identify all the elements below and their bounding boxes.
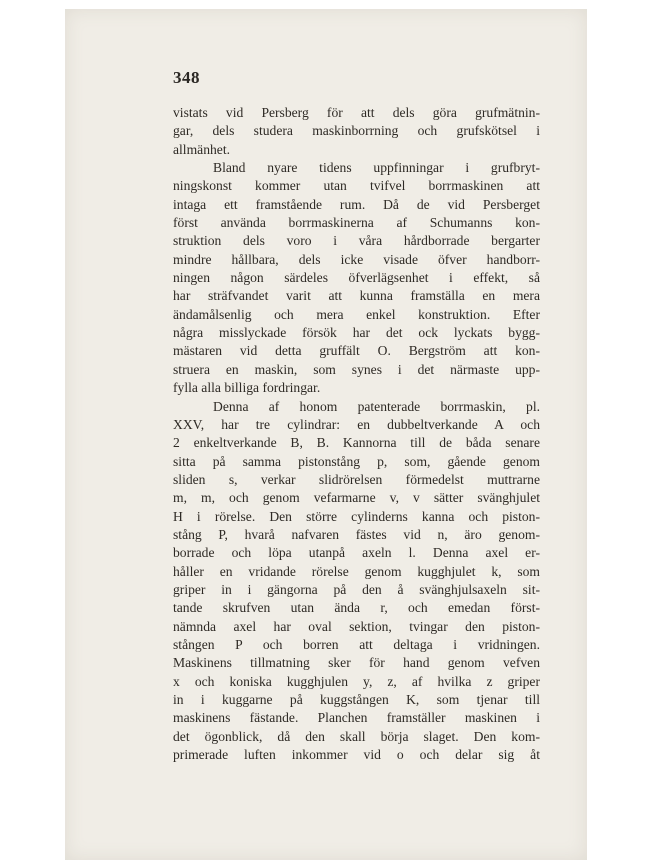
text-line: Bland nyare tidens uppfinningar i grufbryt- [213,160,540,176]
text-line: primerade luften inkommer vid o och delar sig åt [173,747,540,763]
text-line: Maskinens tillmatning sker för hand genom vefven [173,655,540,671]
text-line: några misslyckade försök har det ock lyckats bygg- [173,325,540,341]
text-line: struera en maskin, som synes i det närmaste upp- [173,361,540,377]
text-line: m, m, och genom vefarmarne v, v sätter svänghjulet [173,490,540,506]
text-line: sliden s, verkar slidrörelsen förmedelst muttrarne [173,471,540,487]
page-number: 348 [173,68,200,87]
text-line: griper in i gängorna på den å svänghjulsaxeln sit- [173,581,540,597]
text-line: fylla alla billiga fordringar. [173,380,321,396]
text-line: håller en vridande rörelse genom kugghjulet k, som [173,563,540,579]
text-line: det ögonblick, då den skall börja slaget. Den kom- [173,728,540,744]
text-line: tande skrufven utan ända r, och emedan först- [173,600,540,616]
text-line: intaga ett framstående rum. Då de vid Persberget [173,196,540,212]
text-line: mästaren vid detta gruffält O. Bergström att kon- [173,343,540,359]
text-line: allmänhet. [173,141,230,157]
text-line: x och koniska kugghjulen y, z, af hvilka z griper [173,673,540,689]
body-text [173,104,540,764]
text-line: ningskonst kommer utan tvifvel borrmaskinen att [173,178,540,194]
text-line: sitta på samma pistonstång p, som, gående genom [173,453,540,469]
text-line: borrade och löpa utanpå axeln l. Denna axel er- [173,545,540,561]
text-line: ändamålsenlig och mera enkel konstruktion. Efter [173,306,540,322]
text-line: H i rörelse. Den större cylinderns kanna och piston- [173,508,540,524]
text-line: XXV, har tre cylindrar: en dubbeltverkande A och [173,416,540,432]
text-line: in i kuggarne på kuggstången K, som tjenar till [173,692,540,707]
text-line: ningen någon särdeles öfverlägsenhet i effekt, så [173,270,540,286]
text-line: stång P, hvarå nafvaren fästes vid n, äro genom- [173,526,540,542]
text-line: maskinens fästande. Planchen framställer maskinen i [173,710,540,726]
text-line: mindre hållbara, dels icke visade öfver handborr- [173,251,540,267]
text-line: stången P och borren att deltaga i vridningen. [173,636,540,652]
text-line: struktion dels voro i våra hårdborrade bergarter [173,233,540,249]
text-line: vistats vid Persberg för att dels göra grufmätnin- [173,105,540,120]
text-line: 2 enkeltverkande B, B. Kannorna till de båda senare [173,435,540,451]
text-line: gar, dels studera maskinborrning och grufskötsel i [173,123,540,139]
text-line: Denna af honom patenterade borrmaskin, pl. [213,398,540,414]
text-line: först använda borrmaskinerna af Schumanns kon- [173,215,540,231]
text-line: nämnda axel har oval sektion, tvingar den piston- [173,618,540,634]
text-line: har sträfvandet varit att kunna framställa en mera [173,288,540,304]
